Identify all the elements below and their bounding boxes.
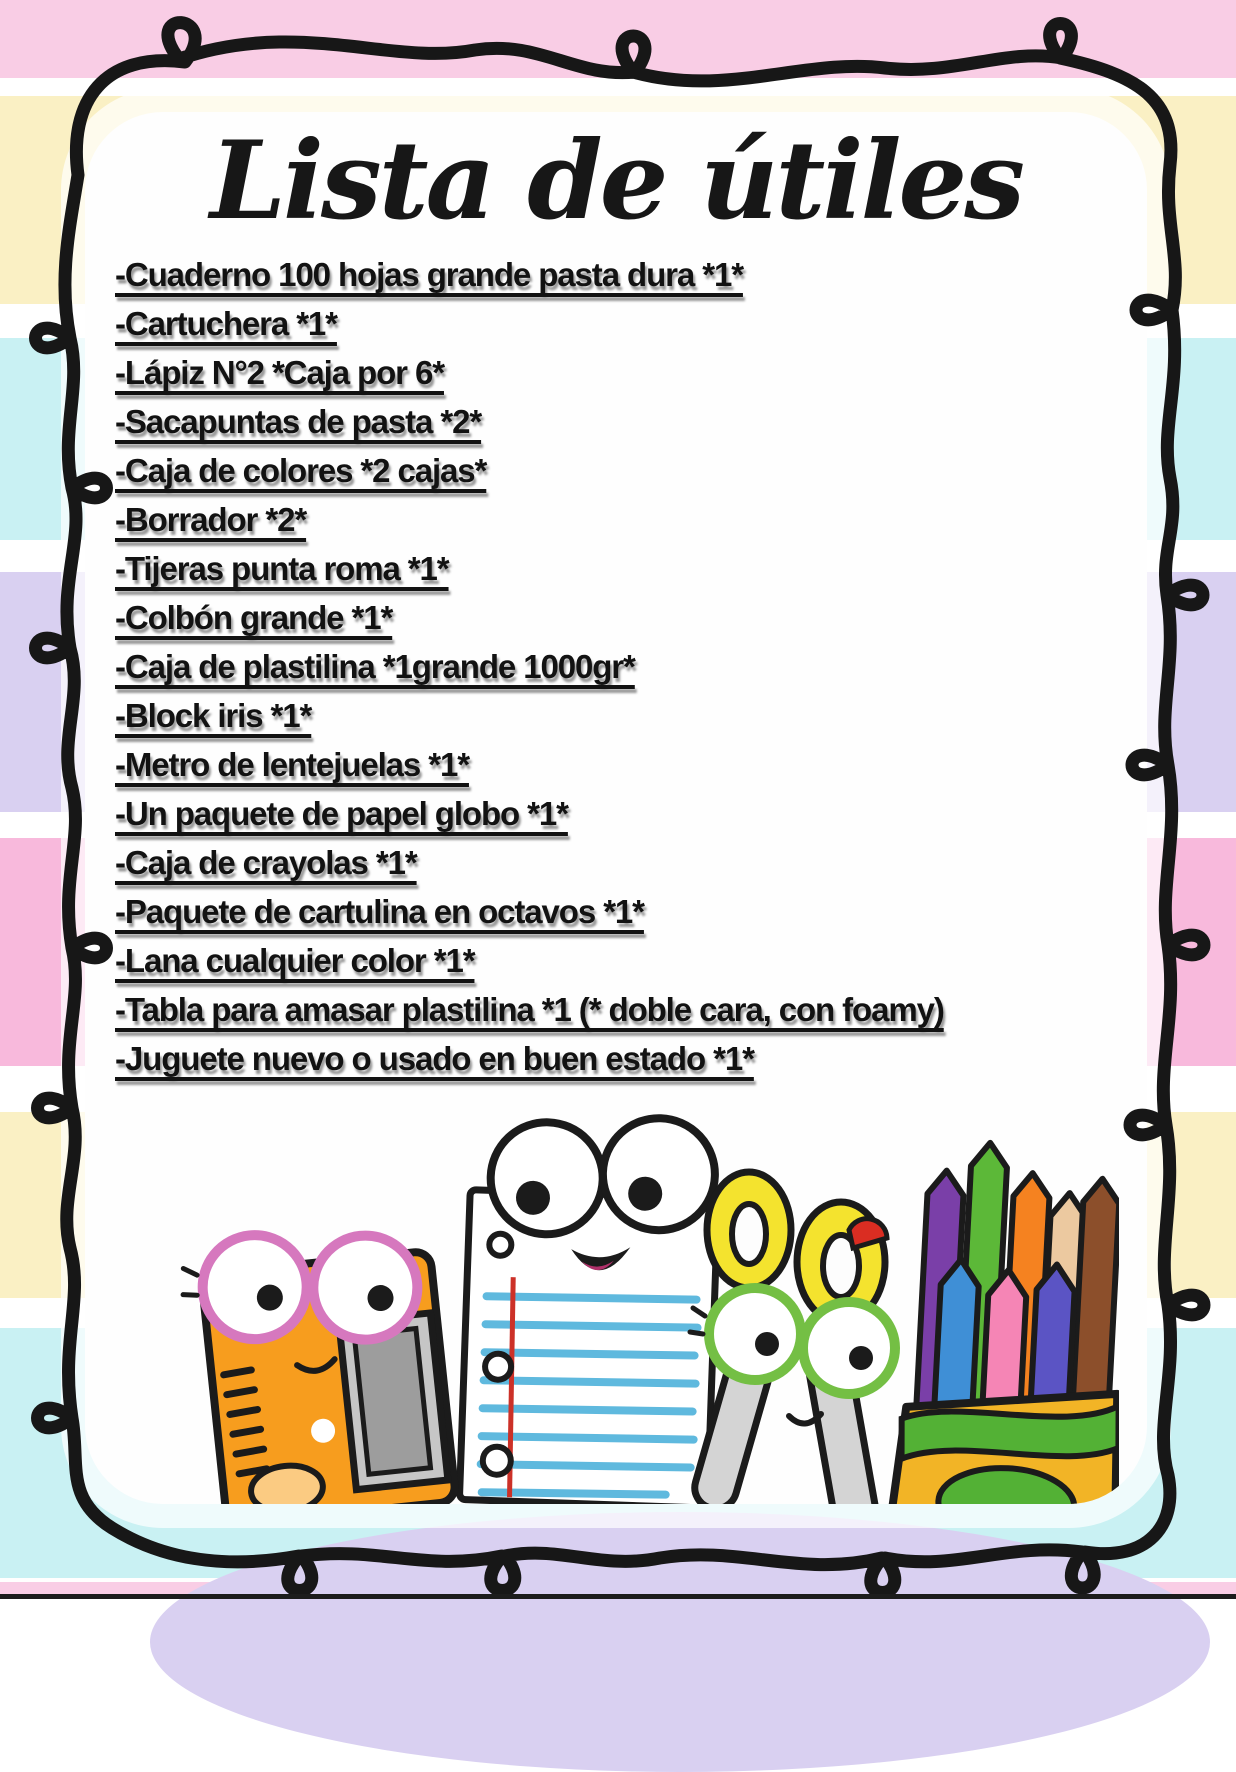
list-item: -Caja de crayolas *1* <box>115 844 417 881</box>
list-item: -Sacapuntas de pasta *2* <box>115 403 482 440</box>
list-item: -Tabla para amasar plastilina *1 (* doble cara, con foamy) <box>115 991 944 1028</box>
page-title: Lista de útiles <box>209 118 1023 244</box>
supplies-list <box>85 256 1147 1089</box>
list-item: -Block iris *1* <box>115 697 312 734</box>
list-item: -Colbón grande *1* <box>115 599 393 636</box>
bottom-edge-line <box>0 1594 1236 1599</box>
crayon-box-illustration <box>887 1139 1119 1504</box>
illustration-svg <box>113 1112 1119 1504</box>
list-item: -Tijeras punta roma *1* <box>115 550 449 587</box>
list-item: -Un paquete de papel globo *1* <box>115 795 568 832</box>
list-item: -Paquete de cartulina en octavos *1* <box>115 893 644 930</box>
notebook-paper-illustration <box>459 1112 720 1504</box>
list-item: -Lana cualquier color *1* <box>115 942 475 979</box>
stripe-pink-top <box>0 0 1236 78</box>
list-item: -Caja de colores *2 cajas* <box>115 452 487 489</box>
list-item: -Cuaderno 100 hojas grande pasta dura *1* <box>115 256 743 293</box>
pencil-sharpener-illustration <box>178 1217 457 1504</box>
list-item: -Cartuchera *1* <box>115 305 337 342</box>
list-item: -Caja de plastilina *1grande 1000gr* <box>115 648 635 685</box>
list-item: -Juguete nuevo o usado en buen estado *1* <box>115 1040 754 1077</box>
list-item: -Lápiz N°2 *Caja por 6* <box>115 354 444 391</box>
page-card <box>85 112 1147 1504</box>
list-item: -Metro de lentejuelas *1* <box>115 746 469 783</box>
list-item: -Borrador *2* <box>115 501 307 538</box>
bottom-lavender-dome <box>150 1512 1210 1772</box>
scissors-illustration <box>690 1172 895 1504</box>
